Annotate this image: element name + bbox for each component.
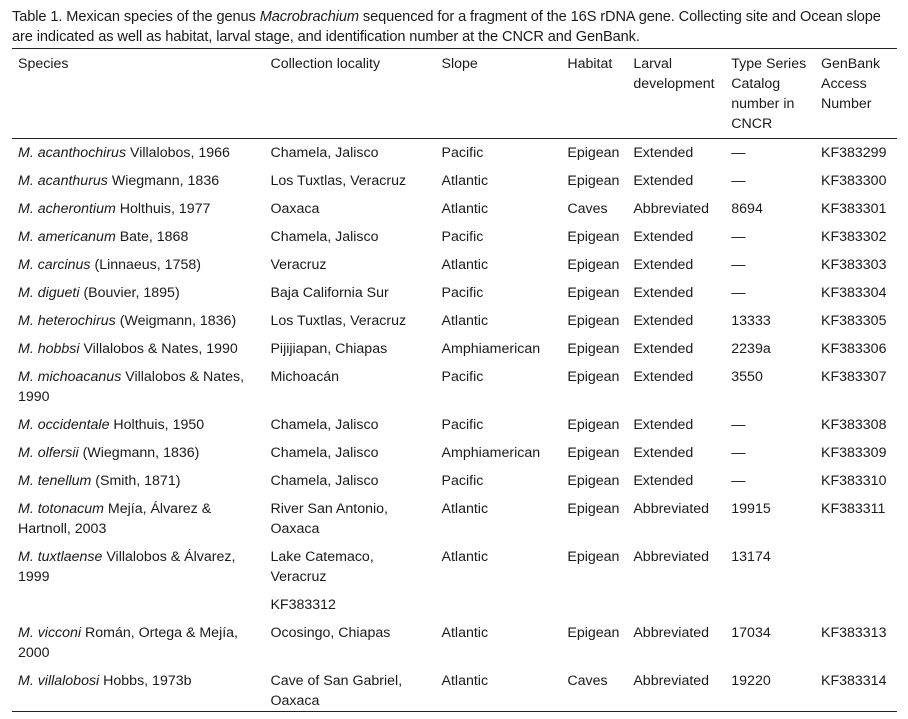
locality-cell: KF383312 — [270, 597, 336, 613]
genbank-cell: KF383306 — [820, 341, 887, 357]
species-name: M. tenellum — [18, 473, 92, 489]
species-name: M. tuxtlaense — [18, 549, 103, 565]
species-cell — [12, 138, 264, 171]
larval-cell: Extended — [633, 313, 694, 329]
table-row — [12, 339, 897, 367]
slope-cell: Atlantic — [441, 549, 489, 565]
habitat-cell: Caves — [567, 201, 608, 217]
catalog-cell: 3550 — [731, 369, 763, 385]
table-caption — [12, 7, 902, 47]
table-row — [12, 671, 897, 719]
habitat-cell: Epigean — [567, 229, 620, 245]
species-authority: (Smith, 1871) — [91, 473, 181, 489]
catalog-cell: — — [731, 417, 746, 433]
species-cell — [12, 199, 264, 227]
species-name: M. villalobosi — [18, 673, 100, 689]
habitat-cell: Epigean — [567, 257, 620, 273]
catalog-cell: — — [731, 473, 746, 489]
species-authority: Villalobos & Nates, 1990 — [18, 369, 245, 405]
larval-cell: Extended — [633, 229, 694, 245]
species-name: M. totonacum — [18, 501, 104, 517]
genbank-cell: KF383304 — [820, 285, 887, 301]
catalog-cell: 19220 — [731, 673, 771, 689]
larval-cell — [627, 595, 725, 623]
locality-cell: Los Tuxtlas, Veracruz — [270, 313, 407, 329]
catalog-cell: — — [731, 445, 746, 461]
table-row — [12, 499, 897, 547]
species-cell — [12, 595, 264, 623]
species-cell — [12, 283, 264, 311]
catalog-cell: 8694 — [731, 201, 763, 217]
species-table — [12, 52, 897, 719]
header-locality: Collection locality — [270, 56, 381, 72]
table-row — [12, 255, 897, 283]
genbank-cell: KF383314 — [820, 673, 887, 689]
header-genbank: GenBank Access Number — [820, 56, 881, 112]
header-larval: Larval development — [633, 56, 715, 92]
table-row — [12, 227, 897, 255]
table-row — [12, 471, 897, 499]
larval-cell: Extended — [633, 445, 694, 461]
locality-cell: Pijijiapan, Chiapas — [270, 341, 388, 357]
species-authority: Holthuis, 1977 — [115, 201, 211, 217]
table-row — [12, 138, 897, 171]
species-name: M. heterochirus — [18, 313, 116, 329]
species-name: M. michoacanus — [18, 369, 122, 385]
genbank-cell: KF383309 — [820, 445, 887, 461]
locality-cell: Ocosingo, Chiapas — [270, 625, 391, 641]
table-row — [12, 171, 897, 199]
genbank-cell: KF383310 — [820, 473, 887, 489]
table-row — [12, 595, 897, 623]
caption-prefix: Table 1. Mexican species of the genus — [12, 9, 260, 25]
slope-cell: Pacific — [441, 473, 484, 489]
catalog-cell: — — [731, 145, 746, 161]
species-cell — [12, 367, 264, 415]
species-cell — [12, 227, 264, 255]
species-authority: Villalobos & Álvarez, 1999 — [18, 549, 236, 585]
header-row — [12, 52, 897, 138]
habitat-cell: Caves — [567, 673, 608, 689]
table-row — [12, 623, 897, 671]
locality-cell: River San Antonio, Oaxaca — [270, 501, 388, 537]
species-cell — [12, 311, 264, 339]
table-row — [12, 367, 897, 415]
locality-cell: Chamela, Jalisco — [270, 445, 379, 461]
catalog-cell — [725, 595, 815, 623]
habitat-cell: Epigean — [567, 549, 620, 565]
table-row — [12, 283, 897, 311]
slope-cell: Atlantic — [441, 313, 489, 329]
locality-cell: Veracruz — [270, 257, 327, 273]
genbank-cell: KF383308 — [820, 417, 887, 433]
species-cell — [12, 547, 264, 595]
genbank-cell: KF383307 — [820, 369, 887, 385]
genbank-cell: KF383302 — [820, 229, 887, 245]
habitat-cell: Epigean — [567, 369, 620, 385]
species-authority: Holthuis, 1950 — [109, 417, 205, 433]
species-name: M. olfersii — [18, 445, 79, 461]
genbank-cell — [815, 595, 897, 623]
larval-cell: Abbreviated — [633, 673, 710, 689]
habitat-cell: Epigean — [567, 313, 620, 329]
larval-cell: Abbreviated — [633, 625, 710, 641]
species-cell — [12, 499, 264, 547]
habitat-cell: Epigean — [567, 445, 620, 461]
species-authority: (Weigmann, 1836) — [115, 313, 237, 329]
larval-cell: Abbreviated — [633, 201, 710, 217]
larval-cell: Extended — [633, 473, 694, 489]
species-authority: Villalobos, 1966 — [126, 145, 230, 161]
genbank-cell: KF383303 — [820, 257, 887, 273]
larval-cell: Extended — [633, 145, 694, 161]
habitat-cell: Epigean — [567, 285, 620, 301]
locality-cell: Chamela, Jalisco — [270, 145, 379, 161]
larval-cell: Extended — [633, 369, 694, 385]
locality-cell: Chamela, Jalisco — [270, 473, 379, 489]
catalog-cell: 13174 — [731, 549, 771, 565]
larval-cell: Extended — [633, 285, 694, 301]
catalog-cell: — — [731, 229, 746, 245]
species-cell — [12, 171, 264, 199]
habitat-cell: Epigean — [567, 145, 620, 161]
locality-cell: Michoacán — [270, 369, 340, 385]
table-row — [12, 415, 897, 443]
species-cell — [12, 471, 264, 499]
locality-cell: Cave of San Gabriel, Oaxaca — [270, 673, 403, 709]
slope-cell: Amphiamerican — [441, 341, 541, 357]
catalog-cell: — — [731, 285, 746, 301]
table-row — [12, 311, 897, 339]
species-authority: Bate, 1868 — [115, 229, 189, 245]
table-row — [12, 547, 897, 595]
habitat-cell — [561, 595, 627, 623]
locality-cell: Chamela, Jalisco — [270, 417, 379, 433]
habitat-cell: Epigean — [567, 473, 620, 489]
caption-genus: Macrobrachium — [259, 9, 359, 25]
species-name: M. digueti — [18, 285, 80, 301]
genbank-cell: KF383305 — [820, 313, 887, 329]
species-cell — [12, 671, 264, 719]
habitat-cell: Epigean — [567, 625, 620, 641]
slope-cell: Atlantic — [441, 173, 489, 189]
species-name: M. acanthurus — [18, 173, 108, 189]
catalog-cell: — — [731, 257, 746, 273]
locality-cell: Oaxaca — [270, 201, 320, 217]
slope-cell: Atlantic — [441, 257, 489, 273]
header-catalog: Type Series Catalog number in CNCR — [731, 56, 807, 132]
slope-cell: Atlantic — [441, 625, 489, 641]
header-species: Species — [18, 56, 69, 72]
species-cell — [12, 415, 264, 443]
slope-cell: Pacific — [441, 369, 484, 385]
habitat-cell: Epigean — [567, 501, 620, 517]
catalog-cell: 17034 — [731, 625, 771, 641]
habitat-cell: Epigean — [567, 417, 620, 433]
catalog-cell: 2239a — [731, 341, 771, 357]
species-authority: (Wiegmann, 1836) — [78, 445, 200, 461]
larval-cell: Extended — [633, 341, 694, 357]
species-name: M. vicconi — [18, 625, 82, 641]
habitat-cell: Epigean — [567, 341, 620, 357]
locality-cell: Chamela, Jalisco — [270, 229, 379, 245]
species-name: M. acherontium — [18, 201, 116, 217]
slope-cell: Pacific — [441, 417, 484, 433]
genbank-cell: KF383299 — [820, 145, 887, 161]
larval-cell: Extended — [633, 173, 694, 189]
species-cell — [12, 443, 264, 471]
species-authority: Mejía, Álvarez & Hartnoll, 2003 — [18, 501, 212, 537]
genbank-cell: KF383301 — [820, 201, 887, 217]
catalog-cell: 13333 — [731, 313, 771, 329]
species-name: M. hobbsi — [18, 341, 80, 357]
larval-cell: Extended — [633, 417, 694, 433]
slope-cell: Amphiamerican — [441, 445, 541, 461]
slope-cell: Atlantic — [441, 201, 489, 217]
habitat-cell: Epigean — [567, 173, 620, 189]
locality-cell: Los Tuxtlas, Veracruz — [270, 173, 407, 189]
genbank-cell: KF383311 — [820, 501, 886, 517]
table-row — [12, 443, 897, 471]
larval-cell: Abbreviated — [633, 501, 710, 517]
species-authority: Hobbs, 1973b — [99, 673, 192, 689]
locality-cell: Lake Catemaco, Veracruz — [270, 549, 374, 585]
table-body — [12, 138, 897, 719]
catalog-cell: 19915 — [731, 501, 771, 517]
species-authority: (Bouvier, 1895) — [79, 285, 180, 301]
species-cell — [12, 339, 264, 367]
top-rule — [12, 48, 897, 49]
catalog-cell: — — [731, 173, 746, 189]
caption-suffix: sequenced for a fragment of the 16S rDNA gene. Collecting site and Ocean slope are indicated as well as habitat, larval stage, and identification number at the CNCR and GenBank. — [12, 9, 881, 45]
header-habitat: Habitat — [567, 56, 613, 72]
slope-cell: Pacific — [441, 285, 484, 301]
species-authority: Villalobos & Nates, 1990 — [79, 341, 238, 357]
genbank-cell: KF383313 — [820, 625, 887, 641]
slope-cell: Pacific — [441, 145, 484, 161]
slope-cell: Atlantic — [441, 673, 489, 689]
species-name: M. carcinus — [18, 257, 91, 273]
locality-cell: Baja California Sur — [270, 285, 389, 301]
species-authority: Wiegmann, 1836 — [107, 173, 220, 189]
species-name: M. occidentale — [18, 417, 110, 433]
slope-cell: Atlantic — [441, 501, 489, 517]
species-cell — [12, 623, 264, 671]
header-slope: Slope — [441, 56, 478, 72]
species-authority: (Linnaeus, 1758) — [90, 257, 201, 273]
species-cell — [12, 255, 264, 283]
genbank-cell — [815, 547, 897, 595]
species-name: M. acanthochirus — [18, 145, 127, 161]
species-authority: Román, Ortega & Mejía, 2000 — [18, 625, 238, 661]
species-name: M. americanum — [18, 229, 116, 245]
slope-cell: Pacific — [441, 229, 484, 245]
larval-cell: Extended — [633, 257, 694, 273]
slope-cell — [436, 595, 562, 623]
table-row — [12, 199, 897, 227]
genbank-cell: KF383300 — [820, 173, 887, 189]
larval-cell: Abbreviated — [633, 549, 710, 565]
